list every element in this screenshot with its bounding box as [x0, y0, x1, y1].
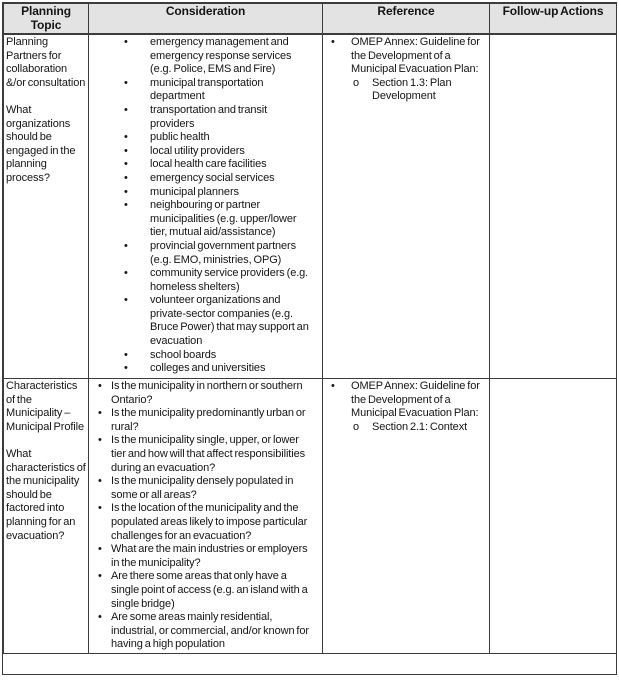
bullet-text: local utility providers	[150, 144, 245, 157]
reference-section-text: Section 2.1: Context	[372, 420, 468, 433]
bullet-item	[124, 240, 312, 267]
topic-title: Planning Partners for collaboration &/or consultation	[6, 36, 86, 89]
disc-bullet-icon: •	[124, 158, 128, 171]
disc-bullet-icon: •	[124, 185, 128, 198]
bullet-item	[124, 186, 312, 200]
bullet-text: local health care facilities	[150, 158, 267, 171]
bullet-item	[98, 475, 312, 502]
consideration-cell	[89, 34, 323, 379]
table-row	[4, 379, 617, 654]
reference-text: OMEP Annex: Guideline for the Development of a Municipal Evacuation Plan:	[351, 380, 480, 420]
bullet-text: provincial government partners (e.g. EMO, ministries, OPG)	[150, 239, 297, 266]
reference-sub-item	[353, 77, 485, 104]
reference-list	[325, 380, 485, 434]
planning-table-wrapper	[2, 2, 617, 675]
bullet-text: Is the municipality in northern or southern Ontario?	[111, 380, 303, 406]
column-header-planning-topic: Planning Topic	[4, 4, 89, 35]
bullet-text: Are some areas mainly residential, industrial, or commercial, and/or known for having a high population	[111, 611, 309, 651]
bullet-item	[98, 407, 312, 434]
reference-text: OMEP Annex: Guideline for the Development of a Municipal Evacuation Plan:	[351, 36, 480, 76]
topic-cell	[4, 379, 89, 654]
bullet-item	[124, 362, 312, 376]
table-header	[4, 4, 617, 35]
bullet-item	[98, 380, 312, 407]
followup-actions-cell	[490, 34, 617, 379]
bullet-text: Is the municipality densely populated in some or all areas?	[111, 475, 294, 501]
bullet-item	[124, 104, 312, 131]
bullet-item	[124, 77, 312, 104]
circle-bullet-icon: o	[353, 420, 360, 433]
bullet-text: public health	[150, 131, 210, 144]
reference-cell	[323, 34, 490, 379]
bullet-item	[98, 543, 312, 570]
bullet-item	[98, 611, 312, 652]
consideration-list	[91, 380, 312, 652]
planning-considerations-table	[3, 3, 617, 654]
reference-item	[331, 36, 485, 77]
topic-title: Characteristics of the Municipality – Municipal Profile	[6, 380, 85, 433]
bullet-text: Is the municipality single, upper, or lower tier and how will that affect responsibilities during an evacuation?	[111, 434, 306, 474]
bullet-text: municipal planners	[150, 185, 239, 198]
column-header-followup-actions: Follow-up Actions	[490, 4, 617, 35]
bullet-text: community service providers (e.g. homeless shelters)	[150, 267, 309, 293]
disc-bullet-icon: •	[98, 407, 102, 420]
disc-bullet-icon: •	[331, 36, 335, 48]
bullet-text: emergency management and emergency response services (e.g. Police, EMS and Fire)	[150, 36, 292, 76]
reference-item	[331, 380, 485, 421]
disc-bullet-icon: •	[124, 294, 128, 307]
disc-bullet-icon: •	[124, 348, 128, 361]
followup-actions-cell	[490, 379, 617, 654]
bullet-item	[124, 145, 312, 159]
topic-question: What organizations should be engaged in the planning process?	[6, 103, 76, 184]
bullet-text: Are there some areas that only have a single point of access (e.g. an island with a single bridge)	[111, 570, 308, 610]
reference-cell	[323, 379, 490, 654]
reference-section-text: Section 1.3: Plan Development	[372, 76, 452, 103]
bullet-item	[124, 172, 312, 186]
reference-list	[325, 36, 485, 104]
bullet-item	[124, 158, 312, 172]
bullet-item	[98, 502, 312, 543]
bullet-text: transportation and transit providers	[150, 103, 268, 130]
disc-bullet-icon: •	[98, 475, 102, 488]
bullet-text: volunteer organizations and private-sector companies (e.g. Bruce Power) that may support an evacuation	[150, 294, 309, 348]
bullet-item	[124, 294, 312, 348]
disc-bullet-icon: •	[98, 543, 102, 556]
bullet-text: colleges and universities	[150, 362, 266, 375]
consideration-list	[91, 36, 312, 376]
bullet-text: Is the municipality predominantly urban or rural?	[111, 407, 306, 433]
disc-bullet-icon: •	[331, 380, 335, 392]
reference-sub-item	[353, 421, 485, 435]
bullet-item	[124, 131, 312, 145]
bullet-item	[98, 570, 312, 611]
bullet-item	[124, 199, 312, 240]
disc-bullet-icon: •	[124, 239, 128, 252]
disc-bullet-icon: •	[124, 267, 128, 280]
header-row	[4, 4, 617, 35]
disc-bullet-icon: •	[124, 144, 128, 157]
table-row	[4, 34, 617, 379]
bullet-item	[124, 349, 312, 363]
topic-question: What characteristics of the municipality should be factored into planning for an evacuation?	[6, 447, 86, 542]
bullet-text: school boards	[150, 348, 217, 361]
disc-bullet-icon: •	[98, 380, 102, 392]
disc-bullet-icon: •	[124, 199, 128, 212]
disc-bullet-icon: •	[124, 171, 128, 184]
disc-bullet-icon: •	[124, 131, 128, 144]
disc-bullet-icon: •	[98, 502, 102, 515]
disc-bullet-icon: •	[124, 103, 128, 116]
bullet-item	[98, 434, 312, 475]
bullet-text: Is the location of the municipality and the populated areas likely to impose particular challenges for an evacuation?	[111, 502, 308, 542]
column-header-consideration: Consideration	[89, 4, 323, 35]
disc-bullet-icon: •	[124, 36, 128, 48]
consideration-cell	[89, 379, 323, 654]
column-header-reference: Reference	[323, 4, 490, 35]
bullet-text: emergency social services	[150, 171, 275, 184]
bullet-text: neighbouring or partner municipalities (e.g. upper/lower tier, mutual aid/assistance)	[150, 199, 297, 239]
disc-bullet-icon: •	[98, 570, 102, 583]
bullet-item	[124, 267, 312, 294]
circle-bullet-icon: o	[353, 76, 360, 89]
topic-cell	[4, 34, 89, 379]
bullet-item	[124, 36, 312, 77]
disc-bullet-icon: •	[124, 76, 128, 89]
bullet-text: What are the main industries or employers in the municipality?	[111, 543, 308, 569]
disc-bullet-icon: •	[98, 611, 102, 624]
bullet-text: municipal transportation department	[150, 76, 264, 103]
disc-bullet-icon: •	[98, 434, 102, 447]
disc-bullet-icon: •	[124, 362, 128, 375]
